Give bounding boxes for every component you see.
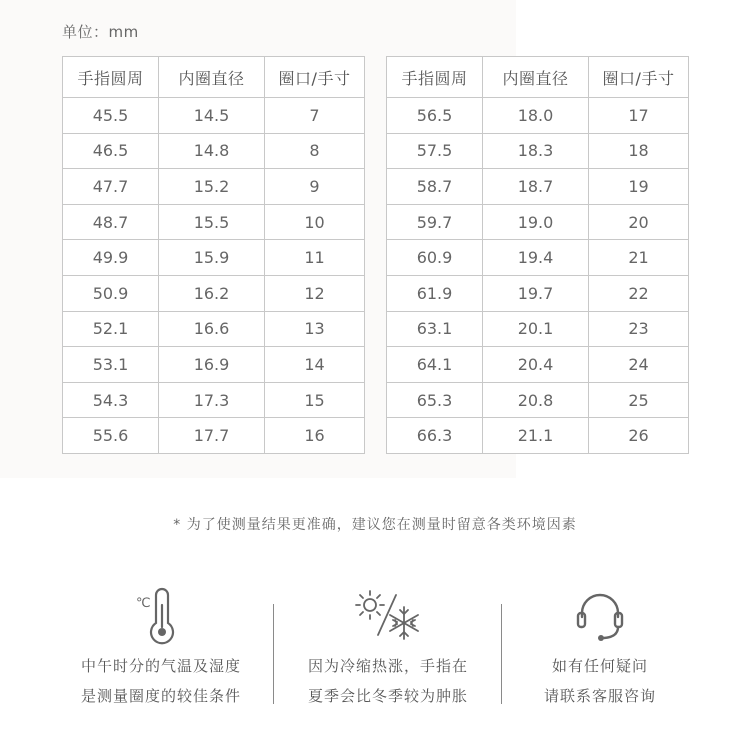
cell-finger-circumference: 58.7 — [387, 169, 483, 205]
cell-ring-size: 13 — [265, 311, 365, 347]
cell-finger-circumference: 46.5 — [63, 133, 159, 169]
cell-inner-diameter: 16.2 — [159, 275, 265, 311]
cell-inner-diameter: 20.4 — [483, 347, 589, 383]
cell-finger-circumference: 47.7 — [63, 169, 159, 205]
table-row — [63, 275, 365, 311]
cell-inner-diameter: 16.9 — [159, 347, 265, 383]
cell-inner-diameter: 19.7 — [483, 275, 589, 311]
table-row — [63, 133, 365, 169]
cell-inner-diameter: 21.1 — [483, 418, 589, 454]
measurement-note: * 为了使测量结果更准确，建议您在测量时留意各类环境因素 — [173, 517, 577, 533]
size-table-left — [62, 56, 365, 454]
table-row — [387, 418, 689, 454]
cell-ring-size: 23 — [589, 311, 689, 347]
cell-inner-diameter: 15.5 — [159, 204, 265, 240]
cell-ring-size: 9 — [265, 169, 365, 205]
tip-thermal-expansion — [273, 585, 503, 711]
cell-ring-size: 22 — [589, 275, 689, 311]
table-row — [387, 240, 689, 276]
cell-finger-circumference: 54.3 — [63, 382, 159, 418]
cell-finger-circumference: 50.9 — [63, 275, 159, 311]
cell-finger-circumference: 64.1 — [387, 347, 483, 383]
table-row — [387, 98, 689, 134]
table-row — [387, 275, 689, 311]
headset-icon — [485, 585, 715, 645]
tip-temperature-line-1: 中午时分的气温及湿度 — [80, 657, 241, 675]
size-table-right — [386, 56, 689, 454]
tip-service-line-2: 请联系客服咨询 — [543, 687, 656, 705]
cell-finger-circumference: 66.3 — [387, 418, 483, 454]
table-row — [387, 133, 689, 169]
cell-ring-size: 15 — [265, 382, 365, 418]
tip-service-line-1: 如有任何疑问 — [551, 657, 648, 675]
header-ring-size: 圈口/手寸 — [265, 57, 365, 98]
cell-finger-circumference: 61.9 — [387, 275, 483, 311]
table-row — [387, 204, 689, 240]
cell-inner-diameter: 17.7 — [159, 418, 265, 454]
table-row — [63, 311, 365, 347]
cell-ring-size: 24 — [589, 347, 689, 383]
cell-inner-diameter: 18.7 — [483, 169, 589, 205]
cell-ring-size: 19 — [589, 169, 689, 205]
cell-ring-size: 21 — [589, 240, 689, 276]
table-row — [63, 418, 365, 454]
cell-inner-diameter: 16.6 — [159, 311, 265, 347]
cell-inner-diameter: 18.3 — [483, 133, 589, 169]
cell-finger-circumference: 45.5 — [63, 98, 159, 134]
cell-ring-size: 10 — [265, 204, 365, 240]
tip-customer-service — [485, 585, 715, 711]
header-finger-circumference: 手指圆周 — [387, 57, 483, 98]
header-finger-circumference: 手指圆周 — [63, 57, 159, 98]
cell-ring-size: 17 — [589, 98, 689, 134]
cell-inner-diameter: 17.3 — [159, 382, 265, 418]
cell-inner-diameter: 20.8 — [483, 382, 589, 418]
table-row — [387, 382, 689, 418]
cell-inner-diameter: 15.2 — [159, 169, 265, 205]
cell-inner-diameter: 20.1 — [483, 311, 589, 347]
cell-finger-circumference: 56.5 — [387, 98, 483, 134]
table-row — [387, 311, 689, 347]
cell-finger-circumference: 65.3 — [387, 382, 483, 418]
cell-finger-circumference: 52.1 — [63, 311, 159, 347]
tip-temperature-line-2: 是测量圈度的较佳条件 — [80, 687, 241, 705]
table-row — [63, 382, 365, 418]
tip-expansion-line-2: 夏季会比冬季较为肿胀 — [307, 687, 468, 705]
table-row — [387, 347, 689, 383]
thermometer-icon — [46, 585, 276, 645]
table-row — [63, 347, 365, 383]
cell-finger-circumference: 59.7 — [387, 204, 483, 240]
cell-finger-circumference: 48.7 — [63, 204, 159, 240]
header-inner-diameter: 内圈直径 — [483, 57, 589, 98]
table-row — [387, 169, 689, 205]
cell-ring-size: 25 — [589, 382, 689, 418]
unit-label: 单位：mm — [62, 23, 139, 41]
cell-finger-circumference: 53.1 — [63, 347, 159, 383]
tip-expansion-line-1: 因为冷缩热涨，手指在 — [307, 657, 468, 675]
cell-inner-diameter: 18.0 — [483, 98, 589, 134]
table-header-row — [63, 57, 365, 98]
cell-finger-circumference: 57.5 — [387, 133, 483, 169]
cell-ring-size: 14 — [265, 347, 365, 383]
table-row — [63, 169, 365, 205]
celsius-symbol: ℃ — [136, 596, 151, 611]
cell-finger-circumference: 60.9 — [387, 240, 483, 276]
table-row — [63, 204, 365, 240]
cell-inner-diameter: 19.4 — [483, 240, 589, 276]
cell-ring-size: 26 — [589, 418, 689, 454]
cell-ring-size: 16 — [265, 418, 365, 454]
table-row — [63, 240, 365, 276]
cell-inner-diameter: 14.5 — [159, 98, 265, 134]
sun-snowflake-icon — [273, 585, 503, 645]
tip-temperature — [46, 585, 276, 711]
table-header-row — [387, 57, 689, 98]
cell-inner-diameter: 14.8 — [159, 133, 265, 169]
cell-ring-size: 12 — [265, 275, 365, 311]
cell-inner-diameter: 19.0 — [483, 204, 589, 240]
header-inner-diameter: 内圈直径 — [159, 57, 265, 98]
cell-finger-circumference: 49.9 — [63, 240, 159, 276]
cell-finger-circumference: 55.6 — [63, 418, 159, 454]
cell-inner-diameter: 15.9 — [159, 240, 265, 276]
cell-ring-size: 18 — [589, 133, 689, 169]
cell-ring-size: 11 — [265, 240, 365, 276]
cell-finger-circumference: 63.1 — [387, 311, 483, 347]
cell-ring-size: 7 — [265, 98, 365, 134]
cell-ring-size: 20 — [589, 204, 689, 240]
cell-ring-size: 8 — [265, 133, 365, 169]
header-ring-size: 圈口/手寸 — [589, 57, 689, 98]
table-row — [63, 98, 365, 134]
